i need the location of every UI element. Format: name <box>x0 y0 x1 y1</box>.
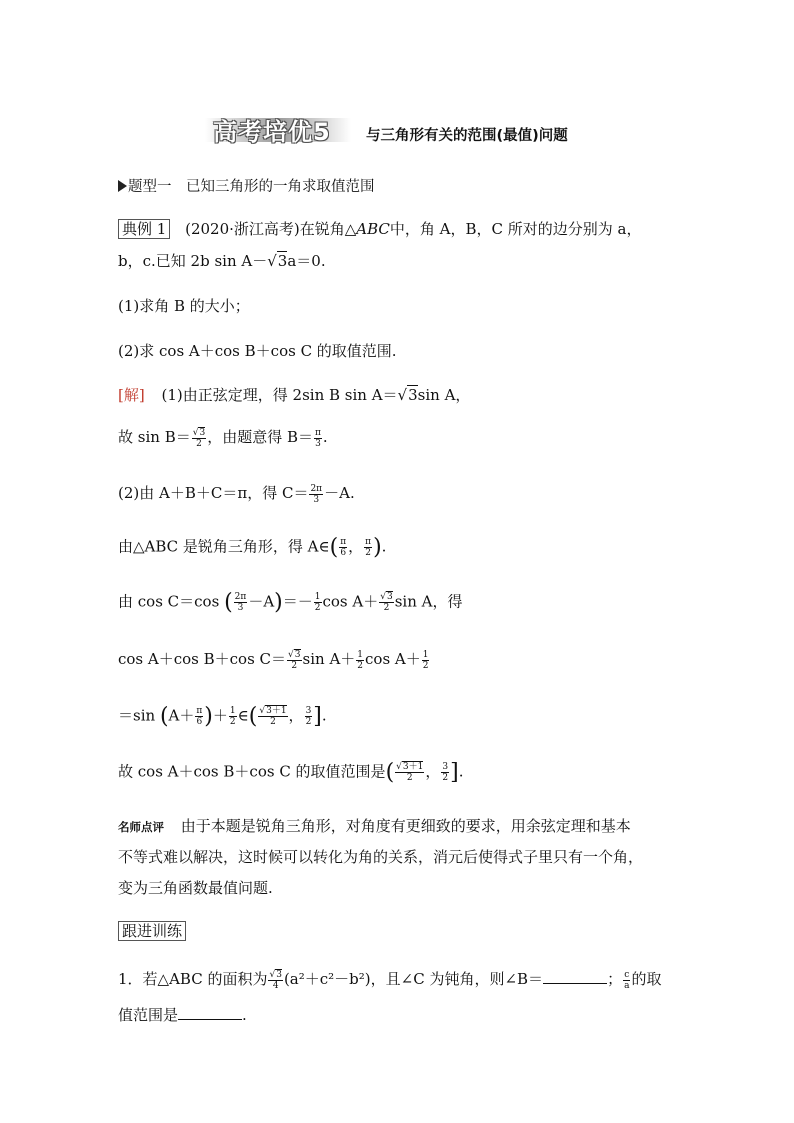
practice-tag-line <box>118 920 186 941</box>
fraction-sqrt3-over-2: $\frac{√3}{2}$ <box>192 427 206 449</box>
solution-line-3: (2)由 A＋B＋C＝π，得 C＝ $\frac{2\pi}{3}$ －A. <box>118 483 355 505</box>
section-title: 题型一 已知三角形的一角求取值范围 <box>128 179 375 195</box>
header-banner <box>205 110 351 144</box>
question-2: (2)求 cos A＋cos B＋cos C 的取值范围. <box>118 342 397 360</box>
solution-line-7: ＝sin (A＋ $\frac{\pi}{6}$ )＋ $\frac{1}{2}$ ∈( $\frac{√3+1}{2}$ ， $\frac{3}{2}$ ]. <box>118 704 327 729</box>
question-1: (1)求角 B 的大小； <box>118 297 250 315</box>
section-heading <box>118 175 375 196</box>
page-title: 与三角形有关的范围(最值)问题 <box>366 128 568 144</box>
fraction-pi-over-3: $\frac{\pi}{3}$ <box>315 427 321 449</box>
solution-line-2: 故 sin B＝ $\frac{√3}{2}$ ，由题意得 B＝ $\frac{\pi}{3}$ . <box>118 427 328 449</box>
comment-line-1: 名师点评 由于本题是锐角三角形，对角度有更细致的要求，用余弦定理和基本 <box>118 817 631 835</box>
solution-line-6: cos A＋cos B＋cos C＝ $\frac{√3}{2}$ sin A＋ $\frac{1}{2}$ cos A＋ $\frac{1}{2}$ <box>118 649 429 671</box>
comment-label: 名师点评 <box>118 820 164 834</box>
answer-blank-1[interactable] <box>543 982 607 984</box>
triangle-right-icon <box>118 180 127 192</box>
solution-line-5: 由 cos C＝cos ( $\frac{2\pi}{3}$ －A)＝－ $\frac{1}{2}$ cos A＋ $\frac{√3}{2}$ sin A，得 <box>118 590 463 615</box>
practice-tag: 跟进训练 <box>118 921 186 941</box>
solution-line-4: 由△ABC 是锐角三角形，得 A∈( $\frac{\pi}{6}$ ， $\frac{\pi}{2}$ ). <box>118 535 387 560</box>
banner-text: 高考培优5 <box>213 118 331 146</box>
answer-blank-2[interactable] <box>178 1018 242 1020</box>
example-line-2: b，c.已知 2b sin A－√3a＝0. <box>118 252 326 270</box>
solution-line-1: [解] (1)由正弦定理，得 2sin B sin A＝√3sin A， <box>118 386 471 404</box>
example-tag: 典例 1 <box>118 219 170 239</box>
solution-tag: [解] <box>118 386 145 404</box>
practice-line-1: 1．若△ABC 的面积为 $\frac{√3}{4}$ (a²＋c²－b²)，且∠C 为钝角，则∠B＝ ； $\frac{c}{a}$ 的取 <box>118 969 662 991</box>
example-line-1: 典例 1 (2020·浙江高考)在锐角△ABC中，角 A，B，C 所对的边分别为 a， <box>118 218 642 239</box>
solution-line-8: 故 cos A＋cos B＋cos C 的取值范围是( $\frac{√3+1}{2}$ ， $\frac{3}{2}$ ]. <box>118 760 464 785</box>
fraction-2pi-over-3: $\frac{2\pi}{3}$ <box>310 483 323 505</box>
comment-line-3: 变为三角函数最值问题. <box>118 879 273 897</box>
comment-line-2: 不等式难以解决，这时候可以转化为角的关系，消元后使得式子里只有一个角， <box>118 848 644 866</box>
practice-line-2: 值范围是 . <box>118 1006 247 1024</box>
